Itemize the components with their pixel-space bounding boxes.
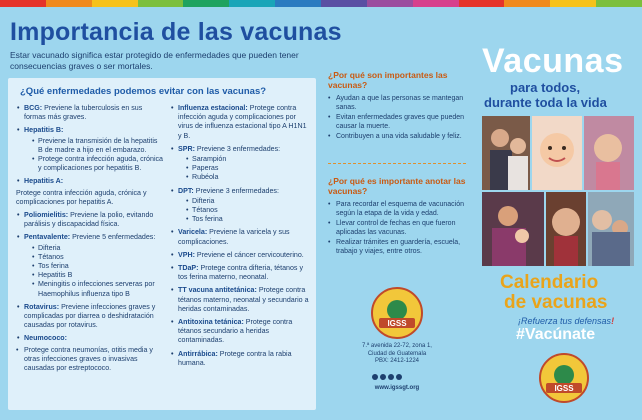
stripe-segment [550,0,596,7]
list-item: • Ayudan a que las personas se mantegan sanas. [328,94,468,112]
disease-item-dpt: • DPT: Previene 3 enfermedades: • Difteria • Tétanos • Tos ferina [170,187,312,225]
list-item: • Llevar control de fechas en que fueron aplicadas las vacunas. [328,219,468,237]
stripe-segment [229,0,275,7]
family-photo-collage [482,116,634,266]
tagline: ¡Refuerza tus defensas! [518,316,615,326]
social-icons [372,374,402,380]
disease-item-neumococo: • Neumococo: • Protege contra neumonías, otitis media y otras infecciones graves o invasivas causadas por estreptococo. [16,334,153,373]
youtube-icon[interactable] [388,374,394,380]
address: 7.ª avenida 22-72, zona 1, Ciudad de Guatemala PBX: 2412-1224 [362,343,432,364]
twitter-icon[interactable] [380,374,386,380]
stripe-segment [275,0,321,7]
stripe-segment [183,0,229,7]
cover-subtitle-2: durante toda la vida [484,95,607,110]
calendar-title-1: Calendario [500,272,599,293]
diseases-panel [8,78,316,410]
stripe-segment [92,0,138,7]
why-important-section [328,70,468,142]
color-stripe [0,0,642,7]
stripe-segment [46,0,92,7]
disease-item-antirrabica: • Antirrábica: Protege contra la rabia humana. [171,349,292,367]
stripe-segment [413,0,459,7]
svg-text:IGSS: IGSS [554,384,574,393]
igss-logo-cover [538,352,590,404]
why-record-section [328,176,468,257]
stripe-segment [138,0,184,7]
disease-item-bcg: • BCG: Previene la tuberculosis en sus formas más graves. [17,104,143,122]
stripe-segment [459,0,505,7]
list-item: • Evitan enfermedades graves que pueden causar la muerte. [328,113,468,131]
cover-subtitle-1: para todos, [510,80,581,95]
igss-logo [370,286,424,340]
diseases-question: ¿Qué enfermedades podemos evitar con las vacunas? [20,86,267,97]
list-item: • Contribuyen a una vida saludable y feliz. [328,132,468,141]
intro-text: Estar vacunado significa estar protegido de enfermedades que pueden tener consecuencias graves o ser mortales. [10,50,299,71]
disease-item-spr: • SPR: Previene 3 enfermedades: • Sarampión • Paperas • Rubéola [170,145,312,183]
why-important-title: ¿Por qué son importantes las vacunas? [328,70,448,90]
disease-item-vph: • VPH: Previene el cáncer cervicouterino. [171,250,304,259]
stripe-segment [504,0,550,7]
stripe-segment [367,0,413,7]
disease-item-tt: • TT vacuna antitetánica: Protege contra tétanos materno, neonatal y secundario a heridas contaminadas. [171,286,309,313]
hashtag: #Vacúnate [516,326,596,343]
list-item: • Para recordar el esquema de vacunación según la etapa de la vida y edad. [328,200,468,218]
diseases-column-2 [170,104,312,372]
disease-item-hepatitis-b: • Hepatitis B: • Previene la transmisión de la hepatitis B de madre a hijo en el embarazo. • Protege contra infección aguda, crónica y complicaciones por hepatitis B. [16,126,164,173]
disease-item-rotavirus: • Rotavirus: Previene infecciones graves y complicadas por diarrea o deshidratación causadas por rotavirus. [17,302,156,330]
disease-item-varicela: • Varicela: Previene la varicela y sus complicaciones. [171,228,290,246]
calendar-title-2: de vacunas [504,292,608,313]
cover-title: Vacunas [482,42,624,80]
page-title: Importancia de las vacunas [10,18,342,46]
why-record-title: ¿Por qué es importante anotar las vacunas? [328,176,466,196]
instagram-icon[interactable] [396,374,402,380]
disease-item-antitoxina: • Antitoxina tetánica: Protege contra tétanos secundario a heridas contaminadas. [171,318,293,345]
facebook-icon[interactable] [372,374,378,380]
disease-item-polio: • Poliomielitis: Previene la polio, evitando parálisis y discapacidad física. [17,211,154,229]
stripe-segment [596,0,642,7]
stripe-segment [321,0,367,7]
disease-item-pentavalente: • Pentavalente: Previene 5 enfermedades: • Difteria • Tétanos • Tos ferina • Hepatitis B • Meningitis o infecciones serveras por Haemophilus influenza tipo B [16,233,164,298]
website-link[interactable]: www.igssgt.org [374,385,420,391]
disease-item-influenza: • Influenza estacional: Protege contra infección aguda y complicaciones por virus de influenza estacional tipo A H1N1 y B. [171,104,307,140]
stripe-segment [0,0,46,7]
list-item: • Realizar trámites en guardería, escuela, trabajo y viajes, entre otros. [328,238,468,256]
disease-item-hepatitis-a: • Hepatitis A: Protege contra infección aguda, crónica y complicaciones por hepatitis A. [16,177,147,206]
diseases-column-1 [16,104,164,377]
svg-text:IGSS: IGSS [387,319,407,328]
disease-item-tdap: • TDaP: Protege contra difteria, tétanos y tos ferina materno, neonatal. [171,264,303,282]
section-divider [328,163,466,164]
